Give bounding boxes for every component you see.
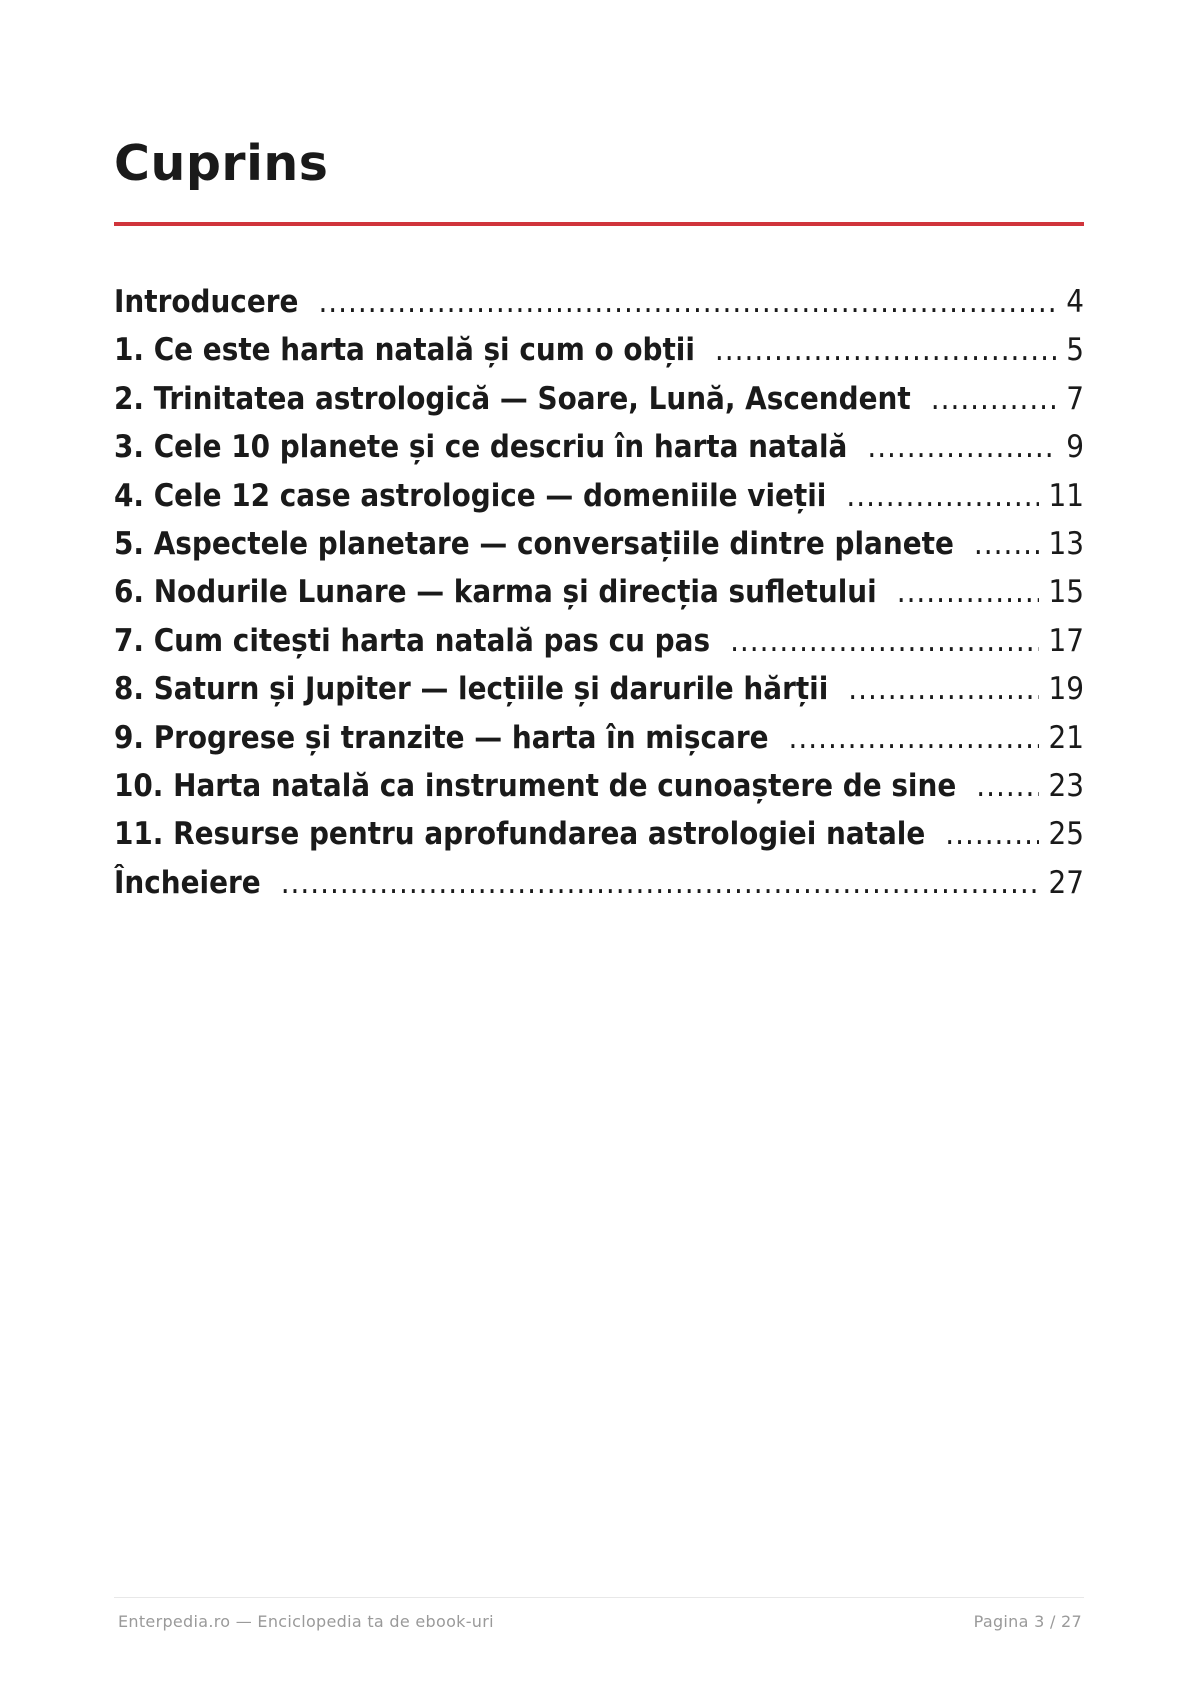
footer-divider xyxy=(114,1597,1084,1598)
toc-entry-label: 5. Aspectele planetare — conversațiile dintre planete xyxy=(114,525,954,562)
title-divider xyxy=(114,222,1084,226)
toc-leader-dots xyxy=(730,617,1038,665)
toc-entry-incheiere[interactable] xyxy=(114,859,1084,907)
toc-entry-page: 5 xyxy=(1066,332,1084,369)
page-title: Cuprins xyxy=(114,135,329,192)
toc-entry-label: 9. Progrese și tranzite — harta în mișcare xyxy=(114,719,769,756)
toc-entry-page: 19 xyxy=(1048,671,1084,708)
toc-leader-dots xyxy=(867,423,1056,471)
toc-entry-chapter-2[interactable] xyxy=(114,375,1084,423)
toc-entry-label: 11. Resurse pentru aprofundarea astrologiei natale xyxy=(114,816,926,853)
toc-entry-label: Introducere xyxy=(114,284,299,320)
toc-entry-chapter-6[interactable] xyxy=(114,568,1084,616)
toc-leader-dots xyxy=(848,665,1038,713)
toc-entry-chapter-11[interactable] xyxy=(114,810,1084,858)
toc-entry-chapter-10[interactable] xyxy=(114,762,1084,810)
toc-entry-page: 11 xyxy=(1048,477,1084,514)
footer-site-name: Enterpedia.ro — Enciclopedia ta de ebook-uri xyxy=(118,1612,494,1631)
toc-leader-dots xyxy=(931,375,1056,423)
table-of-contents xyxy=(114,278,1084,907)
toc-entry-introducere[interactable] xyxy=(114,278,1084,326)
toc-entry-page: 13 xyxy=(1048,525,1084,562)
toc-leader-dots xyxy=(318,278,1056,326)
toc-entry-label: 2. Trinitatea astrologică — Soare, Lună, Ascendent xyxy=(114,380,911,417)
toc-entry-chapter-7[interactable] xyxy=(114,617,1084,665)
toc-entry-chapter-9[interactable] xyxy=(114,714,1084,762)
toc-entry-chapter-8[interactable] xyxy=(114,665,1084,713)
toc-leader-dots xyxy=(789,714,1039,762)
toc-entry-page: 4 xyxy=(1066,284,1084,320)
toc-entry-chapter-5[interactable] xyxy=(114,520,1084,568)
toc-entry-page: 17 xyxy=(1048,622,1084,659)
toc-entry-label: 10. Harta natală ca instrument de cunoaștere de sine xyxy=(114,767,957,804)
toc-leader-dots xyxy=(976,762,1038,810)
toc-entry-page: 25 xyxy=(1048,816,1084,853)
toc-entry-label: 7. Cum citești harta natală pas cu pas xyxy=(114,622,711,659)
toc-leader-dots xyxy=(974,520,1039,568)
toc-entry-chapter-1[interactable] xyxy=(114,326,1084,374)
toc-entry-label: 4. Cele 12 case astrologice — domeniile vieții xyxy=(114,477,827,514)
toc-entry-page: 7 xyxy=(1066,380,1084,417)
toc-entry-page: 27 xyxy=(1048,864,1084,901)
toc-leader-dots xyxy=(281,859,1039,907)
toc-entry-page: 23 xyxy=(1048,767,1084,804)
toc-entry-label: Încheiere xyxy=(114,864,261,901)
toc-leader-dots xyxy=(715,326,1056,374)
toc-entry-label: 3. Cele 10 planete și ce descriu în harta natală xyxy=(114,429,848,466)
toc-entry-label: 1. Ce este harta natală și cum o obții xyxy=(114,332,695,369)
toc-entry-label: 6. Nodurile Lunare — karma și direcția sufletului xyxy=(114,574,877,611)
toc-entry-chapter-4[interactable] xyxy=(114,472,1084,520)
toc-entry-chapter-3[interactable] xyxy=(114,423,1084,471)
toc-entry-page: 9 xyxy=(1066,429,1084,466)
toc-entry-page: 15 xyxy=(1048,574,1084,611)
toc-entry-page: 21 xyxy=(1048,719,1084,756)
footer-page-number: Pagina 3 / 27 xyxy=(973,1612,1082,1631)
toc-leader-dots xyxy=(945,810,1038,858)
toc-leader-dots xyxy=(846,472,1038,520)
toc-entry-label: 8. Saturn și Jupiter — lecțiile și darurile hărții xyxy=(114,671,829,708)
toc-leader-dots xyxy=(897,568,1039,616)
